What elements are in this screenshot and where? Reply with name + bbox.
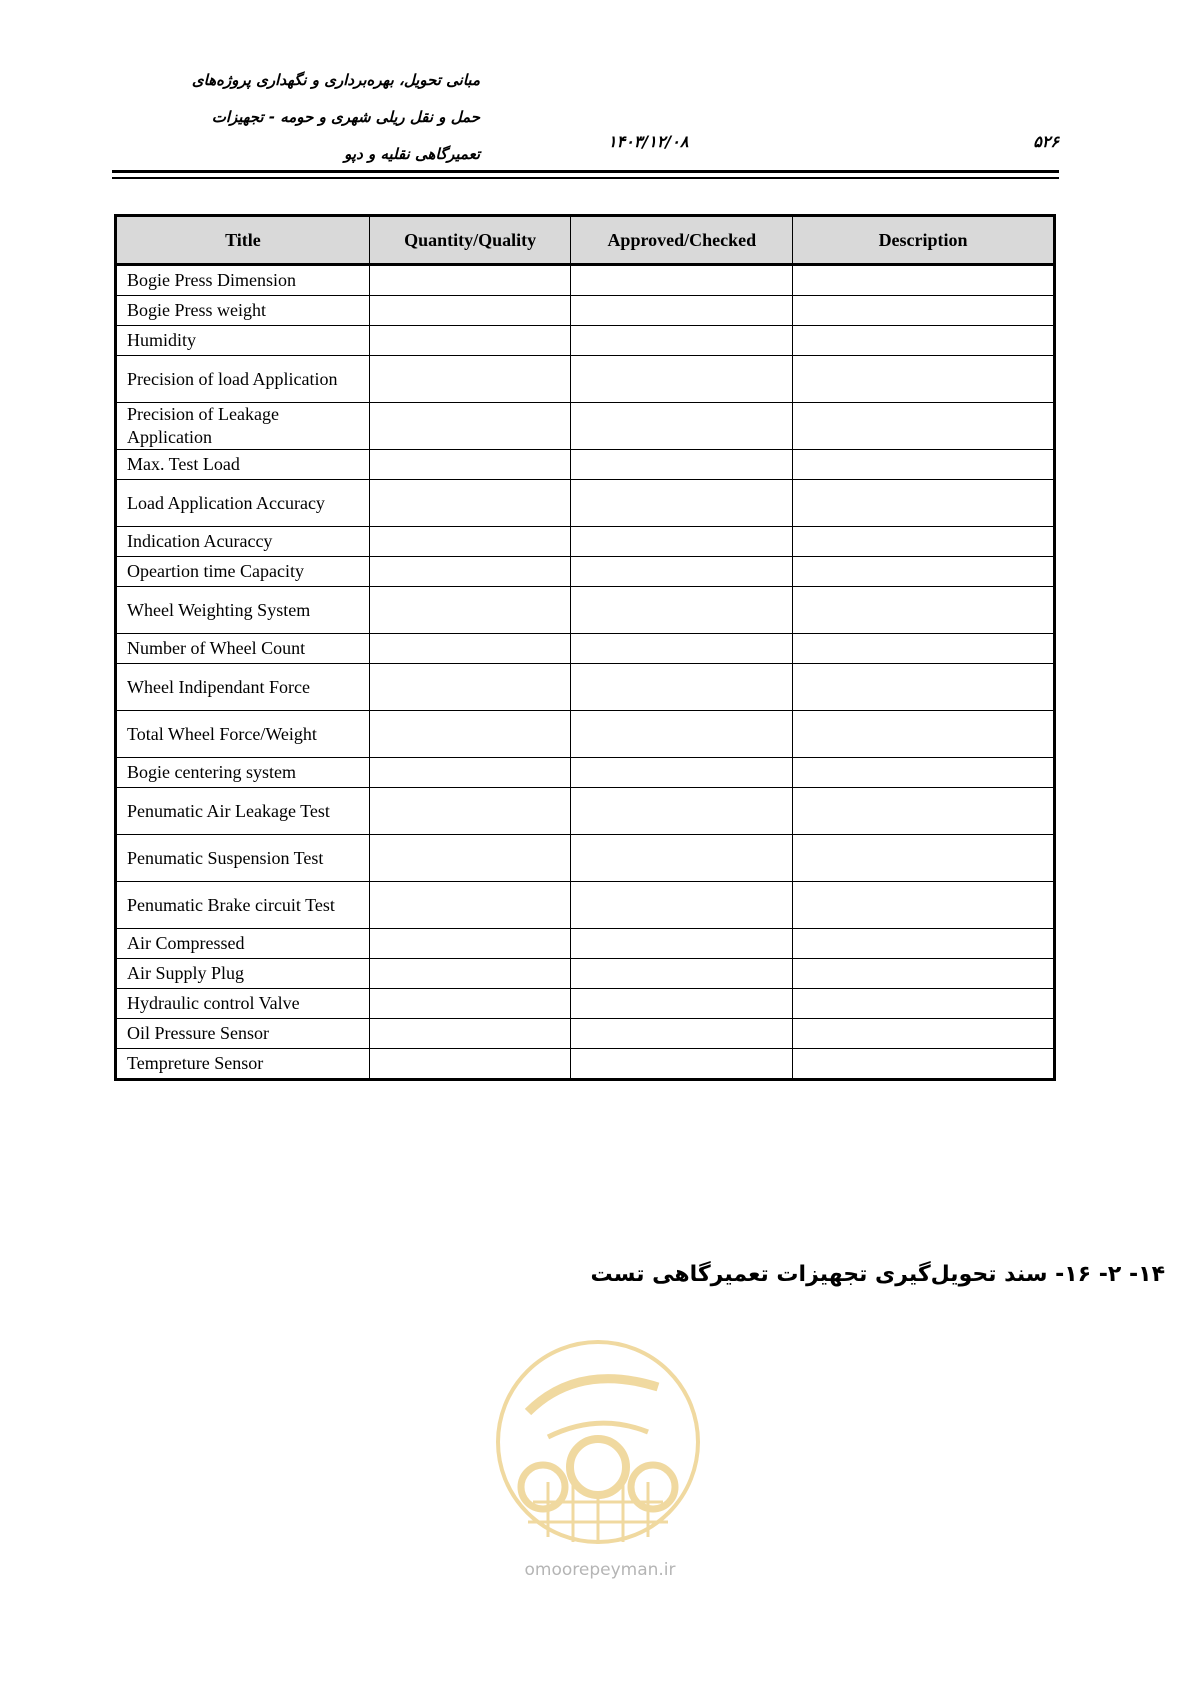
approved-checked-cell[interactable] [571, 480, 793, 527]
description-cell[interactable] [793, 587, 1055, 634]
row-title-cell: Indication Acuraccy [116, 527, 370, 557]
description-cell[interactable] [793, 557, 1055, 587]
row-title-cell: Total Wheel Force/Weight [116, 711, 370, 758]
approved-checked-cell[interactable] [571, 356, 793, 403]
table-row [116, 634, 1055, 664]
approved-checked-cell[interactable] [571, 450, 793, 480]
approved-checked-cell[interactable] [571, 527, 793, 557]
section-heading: ۱۴- ۲- ۱۶- سند تحویل‌گیری تجهیزات تعمیرگاهی تست [590, 1262, 1165, 1287]
row-title-cell: Penumatic Suspension Test [116, 835, 370, 882]
table-row [116, 758, 1055, 788]
quantity-quality-cell[interactable] [369, 296, 571, 326]
approved-checked-cell[interactable] [571, 758, 793, 788]
document-header-titles [110, 62, 480, 173]
approved-checked-cell[interactable] [571, 403, 793, 450]
description-cell[interactable] [793, 711, 1055, 758]
quantity-quality-cell[interactable] [369, 634, 571, 664]
approved-checked-cell[interactable] [571, 664, 793, 711]
description-cell[interactable] [793, 527, 1055, 557]
watermark-url: omoorepeyman.ir [524, 1560, 676, 1580]
description-cell[interactable] [793, 882, 1055, 929]
quantity-quality-cell[interactable] [369, 788, 571, 835]
description-cell[interactable] [793, 989, 1055, 1019]
table-row [116, 527, 1055, 557]
page-number: ۵۲۶ [1033, 132, 1059, 151]
table-row [116, 480, 1055, 527]
table-row [116, 929, 1055, 959]
column-header-quantity-quality: Quantity/Quality [369, 216, 571, 265]
description-cell[interactable] [793, 356, 1055, 403]
description-cell[interactable] [793, 788, 1055, 835]
table-row [116, 788, 1055, 835]
equipment-checklist-table-wrapper [114, 214, 1056, 1081]
row-title-cell: Hydraulic control Valve [116, 989, 370, 1019]
approved-checked-cell[interactable] [571, 711, 793, 758]
approved-checked-cell[interactable] [571, 296, 793, 326]
quantity-quality-cell[interactable] [369, 664, 571, 711]
table-row [116, 326, 1055, 356]
approved-checked-cell[interactable] [571, 1019, 793, 1049]
quantity-quality-cell[interactable] [369, 326, 571, 356]
approved-checked-cell[interactable] [571, 326, 793, 356]
approved-checked-cell[interactable] [571, 835, 793, 882]
approved-checked-cell[interactable] [571, 587, 793, 634]
table-row [116, 835, 1055, 882]
quantity-quality-cell[interactable] [369, 587, 571, 634]
quantity-quality-cell[interactable] [369, 557, 571, 587]
table-row [116, 1019, 1055, 1049]
row-title-cell: Bogie Press weight [116, 296, 370, 326]
column-header-approved-checked: Approved/Checked [571, 216, 793, 265]
table-row [116, 959, 1055, 989]
row-title-cell: Max. Test Load [116, 450, 370, 480]
description-cell[interactable] [793, 1049, 1055, 1080]
quantity-quality-cell[interactable] [369, 711, 571, 758]
header-line-2: حمل و نقل ریلی شهری و حومه - تجهیزات [211, 108, 480, 126]
header-divider-secondary [112, 177, 1059, 179]
table-row [116, 557, 1055, 587]
row-title-cell: Precision of load Application [116, 356, 370, 403]
quantity-quality-cell[interactable] [369, 403, 571, 450]
approved-checked-cell[interactable] [571, 882, 793, 929]
omoorepeyman-logo-icon [488, 1332, 708, 1582]
description-cell[interactable] [793, 664, 1055, 711]
table-row [116, 989, 1055, 1019]
description-cell[interactable] [793, 296, 1055, 326]
table-row [116, 296, 1055, 326]
description-cell[interactable] [793, 634, 1055, 664]
approved-checked-cell[interactable] [571, 634, 793, 664]
column-header-title: Title [116, 216, 370, 265]
quantity-quality-cell[interactable] [369, 758, 571, 788]
approved-checked-cell[interactable] [571, 265, 793, 296]
row-title-cell: Wheel Weighting System [116, 587, 370, 634]
description-cell[interactable] [793, 959, 1055, 989]
quantity-quality-cell[interactable] [369, 959, 571, 989]
table-row [116, 664, 1055, 711]
quantity-quality-cell[interactable] [369, 835, 571, 882]
approved-checked-cell[interactable] [571, 989, 793, 1019]
row-title-cell: Load Application Accuracy [116, 480, 370, 527]
quantity-quality-cell[interactable] [369, 882, 571, 929]
header-line-1: مبانی تحویل، بهره‌برداری و نگهداری پروژه‌های [191, 71, 480, 89]
quantity-quality-cell[interactable] [369, 527, 571, 557]
table-row [116, 450, 1055, 480]
header-date: ۱۴۰۳/۱۲/۰۸ [608, 132, 689, 151]
approved-checked-cell[interactable] [571, 788, 793, 835]
description-cell[interactable] [793, 450, 1055, 480]
row-title-cell: Penumatic Air Leakage Test [116, 788, 370, 835]
approved-checked-cell[interactable] [571, 1049, 793, 1080]
description-cell[interactable] [793, 929, 1055, 959]
row-title-cell: Air Compressed [116, 929, 370, 959]
quantity-quality-cell[interactable] [369, 480, 571, 527]
quantity-quality-cell[interactable] [369, 1019, 571, 1049]
table-row [116, 356, 1055, 403]
description-cell[interactable] [793, 326, 1055, 356]
quantity-quality-cell[interactable] [369, 356, 571, 403]
row-title-cell: Bogie Press Dimension [116, 265, 370, 296]
approved-checked-cell[interactable] [571, 929, 793, 959]
row-title-cell: Number of Wheel Count [116, 634, 370, 664]
header-divider [112, 170, 1059, 173]
table-row [116, 711, 1055, 758]
quantity-quality-cell[interactable] [369, 1049, 571, 1080]
row-title-cell: Penumatic Brake circuit Test [116, 882, 370, 929]
row-title-cell: Air Supply Plug [116, 959, 370, 989]
table-row [116, 1049, 1055, 1080]
row-title-cell: Bogie centering system [116, 758, 370, 788]
row-title-cell: Oil Pressure Sensor [116, 1019, 370, 1049]
row-title-cell: Opeartion time Capacity [116, 557, 370, 587]
table-row [116, 882, 1055, 929]
equipment-checklist-table [114, 214, 1056, 1081]
table-row [116, 403, 1055, 450]
description-cell[interactable] [793, 403, 1055, 450]
table-row [116, 265, 1055, 296]
row-title-cell: Precision of Leakage Application [116, 403, 370, 450]
quantity-quality-cell[interactable] [369, 989, 571, 1019]
description-cell[interactable] [793, 480, 1055, 527]
header-line-3: تعمیرگاهی نقلیه و دپو [344, 145, 480, 163]
table-body [116, 265, 1055, 1080]
description-cell[interactable] [793, 758, 1055, 788]
table-header-row [116, 216, 1055, 265]
description-cell[interactable] [793, 835, 1055, 882]
approved-checked-cell[interactable] [571, 959, 793, 989]
approved-checked-cell[interactable] [571, 557, 793, 587]
description-cell[interactable] [793, 1019, 1055, 1049]
row-title-cell: Wheel Indipendant Force [116, 664, 370, 711]
quantity-quality-cell[interactable] [369, 265, 571, 296]
table-row [116, 587, 1055, 634]
row-title-cell: Humidity [116, 326, 370, 356]
description-cell[interactable] [793, 265, 1055, 296]
quantity-quality-cell[interactable] [369, 450, 571, 480]
column-header-description: Description [793, 216, 1055, 265]
row-title-cell: Tempreture Sensor [116, 1049, 370, 1080]
quantity-quality-cell[interactable] [369, 929, 571, 959]
